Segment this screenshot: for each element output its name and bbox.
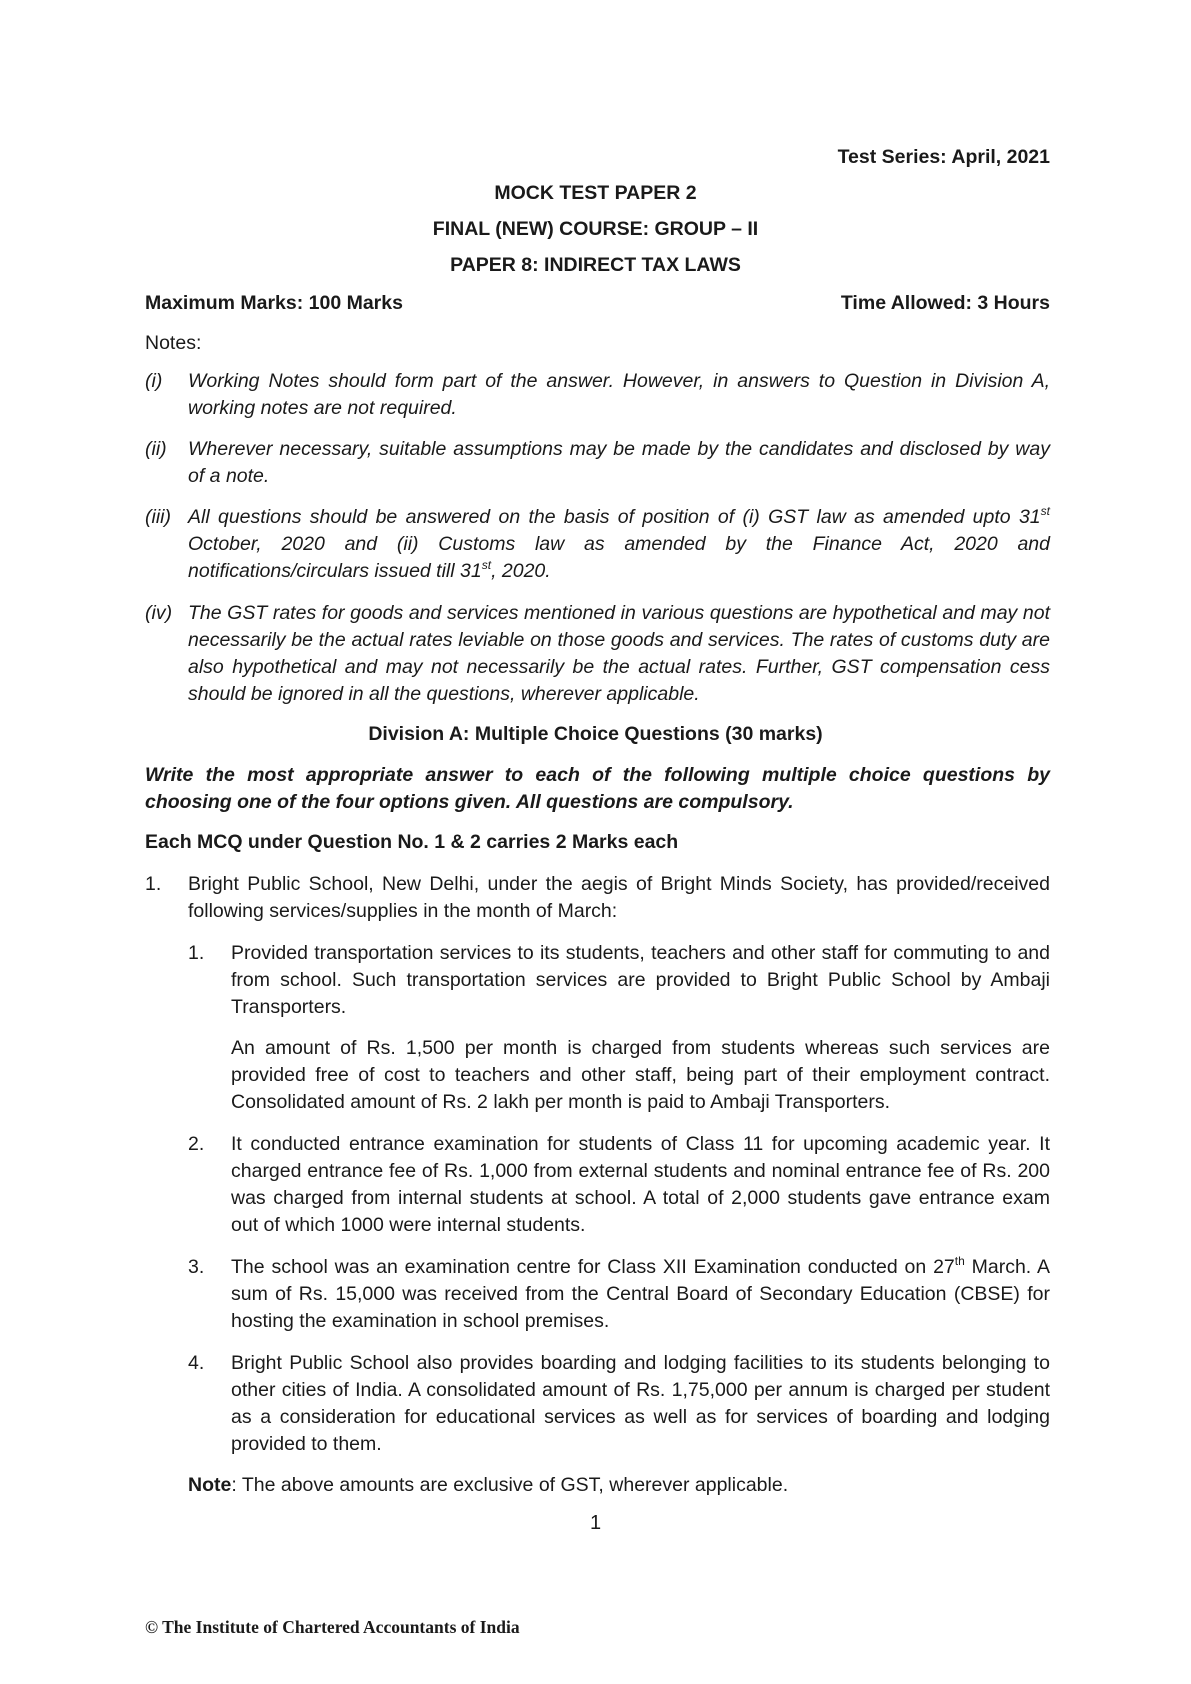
note-text: All questions should be answered on the basis of position of (i) GST law as amended upto 31st October, 2020 and (ii) Customs law as amended by the Finance Act, 2020 and notifications/circulars issued till 31st, 2020. <box>188 504 1050 582</box>
question-number: 1. <box>145 873 162 895</box>
list-item-number: 1. <box>188 942 205 964</box>
list-item-number: 3. <box>188 1256 205 1278</box>
copyright-footer: © The Institute of Chartered Accountants of India <box>145 1617 520 1637</box>
question-intro: Bright Public School, New Delhi, under the aegis of Bright Minds Society, has provided/received following services/supplies in the month of March: <box>188 873 1050 922</box>
paper-title: MOCK TEST PAPER 2 <box>494 182 697 204</box>
list-item-paragraph: An amount of Rs. 1,500 per month is charged from students whereas such services are provided free of cost to teachers and other staff, being part of their employment contract. Consolidated amount of Rs. 2 lakh per month is paid to Ambaji Transporters. <box>231 1037 1050 1113</box>
list-item-number: 4. <box>188 1352 205 1374</box>
division-a-instruction: Write the most appropriate answer to each of the following multiple choice questions by choosing one of the four options given. All questions are compulsory. <box>145 764 1050 813</box>
note-text: Working Notes should form part of the answer. However, in answers to Question in Division A, working notes are not required. <box>188 370 1050 419</box>
note-number: (ii) <box>145 438 167 460</box>
note-label: Note <box>188 1474 232 1496</box>
amounts-note <box>188 1472 788 1499</box>
page-number: 1 <box>589 1512 602 1534</box>
paper-name: PAPER 8: INDIRECT TAX LAWS <box>450 254 741 276</box>
list-item-number: 2. <box>188 1133 205 1155</box>
list-item-text: The school was an examination centre for Class XII Examination conducted on 27th March. A sum of Rs. 15,000 was received from the Central Board of Secondary Education (CBSE) for hosting the examination in school premises. <box>231 1254 1050 1332</box>
note-text: Wherever necessary, suitable assumptions may be made by the candidates and disclosed by way of a note. <box>188 438 1050 487</box>
note-number: (iv) <box>145 602 173 624</box>
list-item-text: Provided transportation services to its students, teachers and other staff for commuting to and from school. Such transportation services are provided to Bright Public School by Ambaji Transporters. <box>231 942 1050 1018</box>
list-item-text: It conducted entrance examination for students of Class 11 for upcoming academic year. It charged entrance fee of Rs. 1,000 from external students and nominal entrance fee of Rs. 200 was charged from internal students at school. A total of 2,000 students gave entrance exam out of which 1000 were internal students. <box>231 1133 1050 1236</box>
list-item-text: Bright Public School also provides boarding and lodging facilities to its students belonging to other cities of India. A consolidated amount of Rs. 1,75,000 per annum is charged per student as a consideration for educational services as well as for services of boarding and lodging provided to them. <box>231 1352 1050 1455</box>
note-number: (iii) <box>145 506 171 528</box>
note-text: The GST rates for goods and services mentioned in various questions are hypothetical and may not necessarily be the actual rates leviable on those goods and services. The rates of customs duty are also hypothetical and may not necessarily be the actual rates. Further, GST compensation cess should be ignored in all the questions, wherever applicable. <box>188 602 1050 705</box>
notes-heading: Notes: <box>145 332 202 354</box>
maximum-marks: Maximum Marks: 100 Marks <box>145 292 403 314</box>
marks-note: Each MCQ under Question No. 1 & 2 carries 2 Marks each <box>145 831 679 853</box>
time-allowed: Time Allowed: 3 Hours <box>840 292 1050 314</box>
note-number: (i) <box>145 370 163 392</box>
course-title: FINAL (NEW) COURSE: GROUP – II <box>432 218 759 240</box>
division-a-heading: Division A: Multiple Choice Questions (30 marks) <box>368 723 823 745</box>
note-text: : The above amounts are exclusive of GST, wherever applicable. <box>231 1474 789 1496</box>
test-series-label: Test Series: April, 2021 <box>837 146 1050 168</box>
